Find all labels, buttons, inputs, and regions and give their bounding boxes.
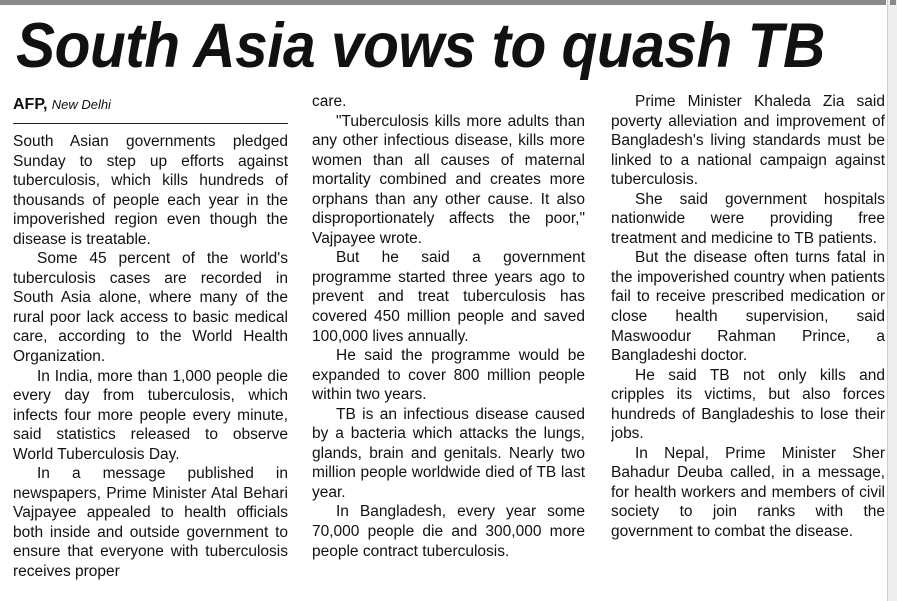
dateline [13,94,288,124]
paragraph: TB is an infectious disease caused by a bacteria which attacks the lungs, glands, brain and genitals. Nearly two million people worldwide died of TB last year. [312,405,585,501]
paragraph: "Tuberculosis kills more adults than any other infectious disease, kills more women than all causes of maternal mortality combined and creates more orphans than any other cause. It also disproportionately affects the poor," Vajpayee wrote. [312,112,585,247]
dateline-location: New Delhi [51,97,111,112]
article-column-1 [13,94,288,594]
article-column-2 [312,92,585,592]
right-edge-rule [887,0,897,601]
paragraph: care. [312,93,347,110]
paragraph: In India, more than 1,000 people die every day from tuberculosis, which infects four more people every minute, said statistics released to observe World Tuberculosis Day. [13,367,288,463]
paragraph: In Nepal, Prime Minister Sher Bahadur Deuba called, in a message, for health workers and members of civil society to join ranks with the government to combat the disease. [611,444,885,541]
paragraph: Prime Minister Khaleda Zia said poverty alleviation and improvement of Bangladesh's living standards must be linked to a national campaign against tuberculosis. [611,93,885,189]
paragraph: He said TB not only kills and cripples its victims, but also forces hundreds of Bangladeshis to lose their jobs. [611,366,885,443]
paragraph: But he said a government programme started three years ago to prevent and treat tuberculosis has covered 450 million people and saved 100,000 lives annually. [312,249,585,345]
paragraph: South Asian governments pledged Sunday to step up efforts against tuberculosis, which kills hundreds of thousands of people each year in the impoverished region even though the disease is treatable. [13,133,288,248]
article-column-3 [611,92,885,592]
paragraph: In a message published in newspapers, Prime Minister Atal Behari Vajpayee appealed to health officials both inside and outside government to ensure that everyone with tuberculosis receives proper [13,465,288,581]
paragraph: He said the programme would be expanded to cover 800 million people within two years. [312,347,585,404]
paragraph: But the disease often turns fatal in the impoverished country when patients fail to receive prescribed medication or close health supervision, said Maswoodur Rahman Prince, a Bangladeshi doctor. [611,249,885,365]
paragraph: She said government hospitals nationwide were providing free treatment and medicine to TB patients. [611,190,885,247]
dateline-agency: AFP, [13,96,48,113]
paragraph: In Bangladesh, every year some 70,000 people die and 300,000 more people contract tuberculosis. [312,503,585,560]
headline: South Asia vows to quash TB [16,11,825,81]
paragraph: Some 45 percent of the world's tuberculosis cases are recorded in South Asia alone, where many of the rural poor lack access to basic medical care, according to the World Health Organization. [13,250,288,366]
